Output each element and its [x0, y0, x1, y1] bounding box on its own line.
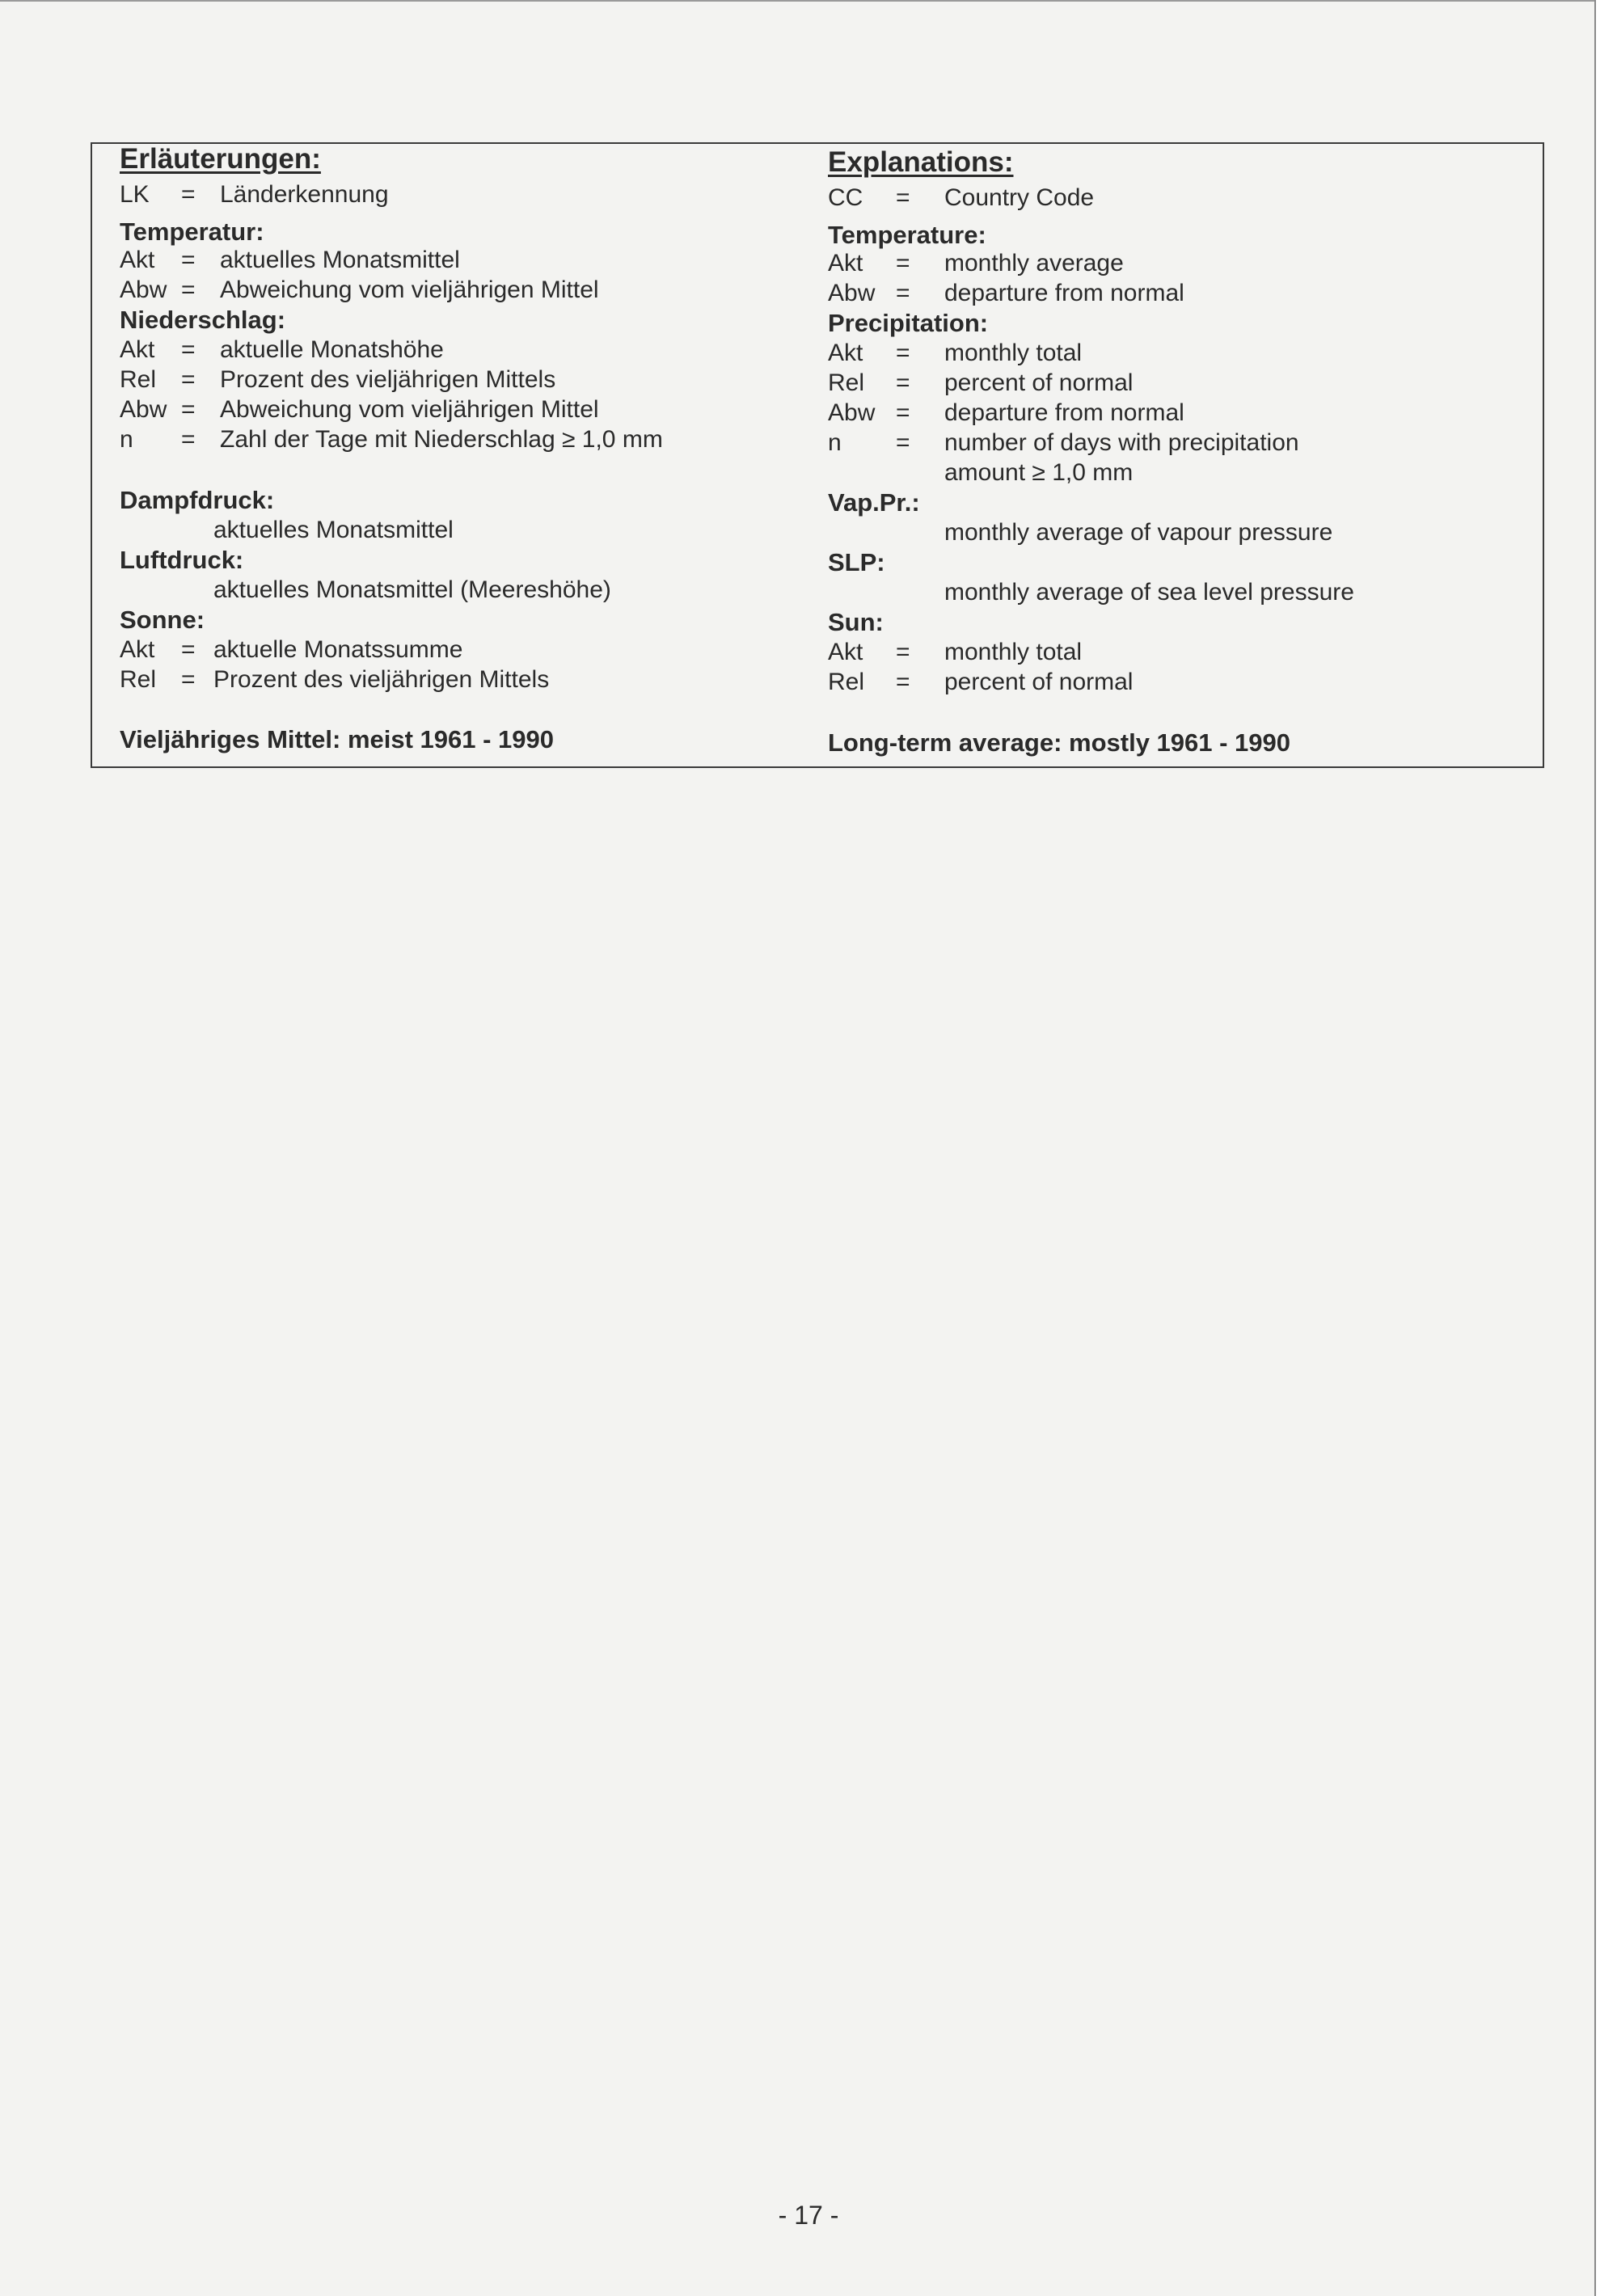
english-footer: Long-term average: mostly 1961 - 1990 — [828, 728, 1291, 757]
english-vapour-heading: Vap.Pr.: — [828, 488, 920, 517]
german-pressure-heading: Luftdruck: — [120, 546, 244, 574]
english-precipitation-akt-eq: = — [896, 340, 910, 366]
english-precipitation-heading: Precipitation: — [828, 309, 989, 337]
english-temperature-abw-desc: departure from normal — [944, 280, 1184, 306]
english-cc-desc: Country Code — [944, 184, 1095, 211]
german-precipitation-akt-eq: = — [181, 336, 196, 363]
german-temperature-akt-desc: aktuelles Monatsmittel — [220, 247, 460, 273]
german-sun-rel-eq: = — [181, 666, 196, 693]
german-precipitation-rel-eq: = — [181, 366, 196, 393]
english-sun-heading: Sun: — [828, 608, 884, 636]
german-precipitation-abw-eq: = — [181, 396, 196, 423]
english-precipitation-n-desc-2: amount ≥ 1,0 mm — [944, 459, 1134, 486]
page-top-border — [0, 0, 1596, 2]
english-precipitation-n-eq: = — [896, 429, 910, 456]
english-precipitation-n-desc: number of days with precipitation — [944, 429, 1299, 456]
german-sun-akt-abbr: Akt — [120, 636, 155, 663]
german-precipitation-rel-desc: Prozent des vieljährigen Mittels — [220, 366, 556, 393]
english-precipitation-abw-abbr: Abw — [828, 399, 876, 426]
english-temperature-akt-eq: = — [896, 250, 910, 276]
german-sun-rel-desc: Prozent des vieljährigen Mittels — [213, 666, 550, 693]
english-precipitation-abw-desc: departure from normal — [944, 399, 1184, 426]
german-sun-heading: Sonne: — [120, 606, 205, 634]
english-temperature-abw-eq: = — [896, 280, 910, 306]
german-precipitation-abw-desc: Abweichung vom vieljährigen Mittel — [220, 396, 599, 423]
english-temperature-heading: Temperature: — [828, 221, 986, 249]
english-precipitation-rel-eq: = — [896, 369, 910, 396]
german-precipitation-heading: Niederschlag: — [120, 306, 286, 334]
german-temperature-heading: Temperatur: — [120, 217, 264, 246]
german-precipitation-n-eq: = — [181, 426, 196, 453]
german-temperature-abw-eq: = — [181, 276, 196, 303]
german-lk-desc: Länderkennung — [220, 181, 389, 208]
german-temperature-abw-desc: Abweichung vom vieljährigen Mittel — [220, 276, 599, 303]
english-sun-akt-eq: = — [896, 639, 910, 665]
german-lk-eq: = — [181, 181, 196, 208]
english-pressure-heading: SLP: — [828, 548, 885, 576]
english-cc-eq: = — [896, 184, 910, 211]
german-sun-akt-desc: aktuelle Monatssumme — [213, 636, 463, 663]
page-number: - 17 - — [778, 2201, 839, 2230]
english-cc-abbr: CC — [828, 184, 863, 211]
german-temperature-abw-abbr: Abw — [120, 276, 167, 303]
english-vapour-desc: monthly average of vapour pressure — [944, 519, 1333, 546]
english-precipitation-akt-abbr: Akt — [828, 340, 863, 366]
english-sun-akt-abbr: Akt — [828, 639, 863, 665]
english-precipitation-abw-eq: = — [896, 399, 910, 426]
english-sun-akt-desc: monthly total — [944, 639, 1083, 665]
german-precipitation-abw-abbr: Abw — [120, 396, 167, 423]
german-precipitation-n-desc: Zahl der Tage mit Niederschlag ≥ 1,0 mm — [220, 426, 663, 453]
german-temperature-akt-eq: = — [181, 247, 196, 273]
german-sun-rel-abbr: Rel — [120, 666, 157, 693]
german-pressure-desc: aktuelles Monatsmittel (Meereshöhe) — [213, 576, 611, 603]
german-vapour-heading: Dampfdruck: — [120, 486, 275, 514]
german-precipitation-rel-abbr: Rel — [120, 366, 157, 393]
german-title: Erläuterungen: — [120, 143, 321, 175]
english-sun-rel-eq: = — [896, 669, 910, 695]
english-title: Explanations: — [828, 146, 1014, 178]
english-temperature-akt-abbr: Akt — [828, 250, 863, 276]
german-precipitation-akt-desc: aktuelle Monatshöhe — [220, 336, 444, 363]
german-vapour-desc: aktuelles Monatsmittel — [213, 517, 454, 543]
german-sun-akt-eq: = — [181, 636, 196, 663]
german-precipitation-akt-abbr: Akt — [120, 336, 155, 363]
english-precipitation-akt-desc: monthly total — [944, 340, 1083, 366]
english-sun-rel-abbr: Rel — [828, 669, 865, 695]
legend-box — [91, 142, 1544, 768]
english-temperature-abw-abbr: Abw — [828, 280, 876, 306]
page-right-edge — [1594, 0, 1617, 2296]
english-sun-rel-desc: percent of normal — [944, 669, 1134, 695]
german-footer: Vieljähriges Mittel: meist 1961 - 1990 — [120, 725, 555, 753]
english-precipitation-n-abbr: n — [828, 429, 842, 456]
english-precipitation-rel-desc: percent of normal — [944, 369, 1134, 396]
german-lk-abbr: LK — [120, 181, 150, 208]
english-temperature-akt-desc: monthly average — [944, 250, 1124, 276]
german-precipitation-n-abbr: n — [120, 426, 133, 453]
german-temperature-akt-abbr: Akt — [120, 247, 155, 273]
english-pressure-desc: monthly average of sea level pressure — [944, 579, 1354, 606]
english-precipitation-rel-abbr: Rel — [828, 369, 865, 396]
